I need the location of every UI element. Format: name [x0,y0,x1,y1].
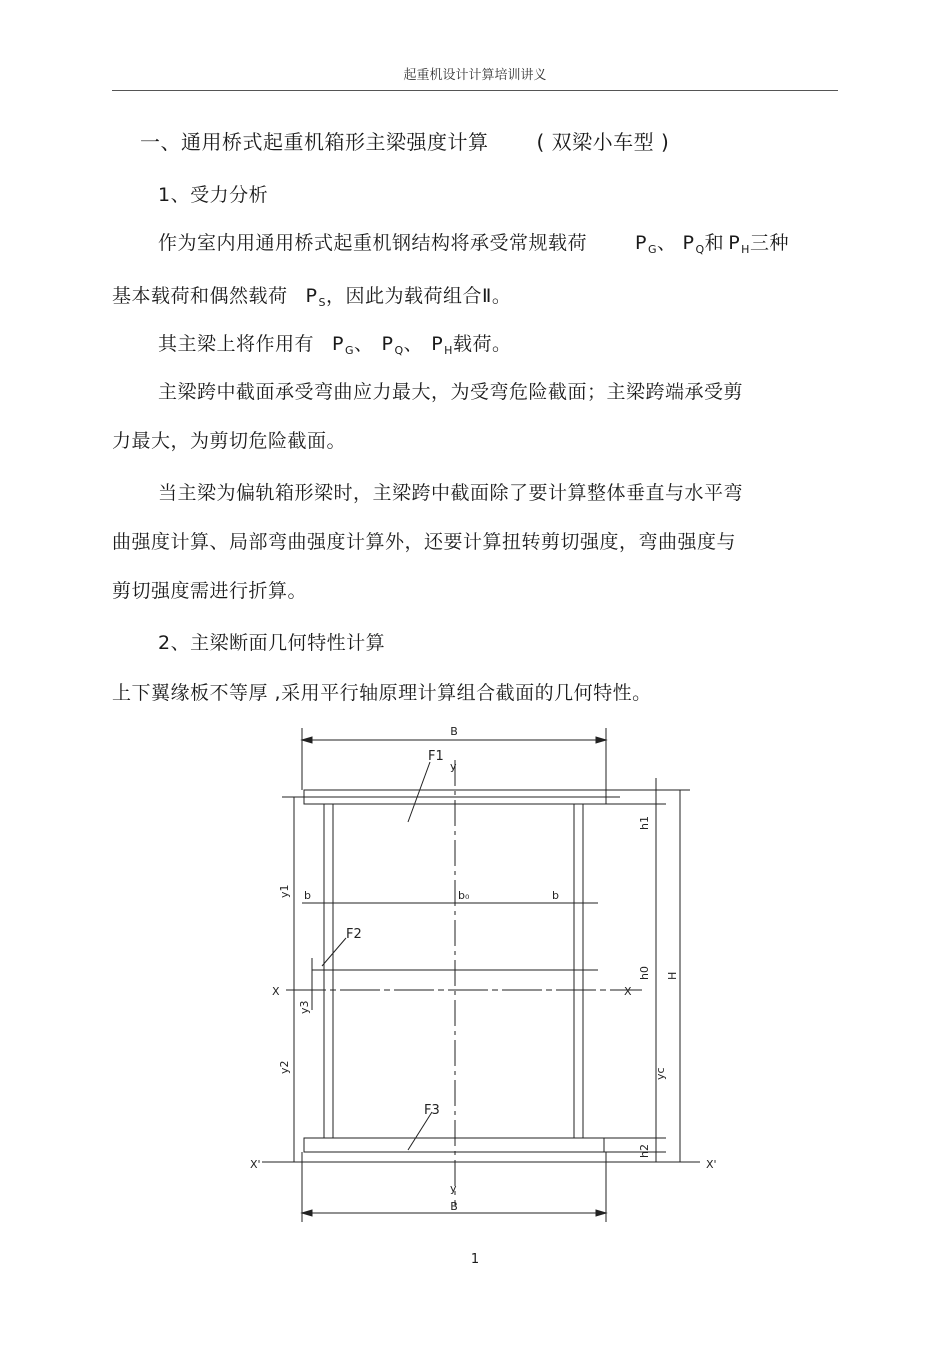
para-4-line-3: 剪切强度需进行折算。 [112,580,308,602]
heading-1: 1、受力分析 [158,184,269,206]
label-x-left: X [272,985,280,998]
label-F3: F3 [424,1103,440,1118]
page-header: 起重机设计计算培训讲义 [403,68,547,83]
label-y-bottom: y [450,1182,457,1195]
heading-2: 2、主梁断面几何特性计算 [158,632,386,654]
para-1-line-1: 作为室内用通用桥式起重机钢结构将承受常规载荷 $P_G$、 $P_Q$和 $P_H$三种 [158,232,789,256]
label-b0: b₀ [458,889,470,902]
label-b-left: b [304,889,311,902]
label-F1: F1 [428,749,444,764]
para-3-line-2: 力最大，为剪切危险截面。 [112,430,347,452]
label-yc: yc [654,1067,667,1080]
para-1-line-2: 基本载荷和偶然载荷 $P_S$，因此为载荷组合Ⅱ。 [112,285,512,309]
label-xp-right: X' [706,1158,717,1171]
label-y3: y3 [298,1000,311,1014]
title-main: 一、通用桥式起重机箱形主梁强度计算 [140,130,489,154]
label-h1: h1 [638,816,651,830]
label-F2: F2 [346,927,362,942]
para-5: 上下翼缘板不等厚 ,采用平行轴原理计算组合截面的几何特性。 [112,682,652,704]
label-h0: h0 [638,966,651,980]
page-number: 1 [470,1252,480,1267]
label-y-top: y [450,760,457,773]
para-4-line-1: 当主梁为偏轨箱形梁时，主梁跨中截面除了要计算整体垂直与水平弯 [158,482,744,504]
label-y2: y2 [278,1060,291,1074]
para-3-line-1: 主梁跨中截面承受弯曲应力最大，为受弯危险截面；主梁跨端承受剪 [158,381,744,403]
title-paren: ( 双梁小车型 ) [536,130,670,154]
label-y1: y1 [278,884,291,898]
para-2: 其主梁上将作用有 $P_G$、 $P_Q$、 $P_H$载荷。 [158,333,512,357]
label-H: H [666,971,679,980]
para-4-line-2: 曲强度计算、局部弯曲强度计算外，还要计算扭转剪切强度，弯曲强度与 [112,531,737,553]
label-b-right: b [552,889,559,902]
label-B-bottom: B [450,1200,458,1213]
label-x-right: X [624,985,632,998]
label-B-top: B [450,725,458,738]
label-h2: h2 [638,1144,651,1158]
label-xp-left: X' [250,1158,261,1171]
